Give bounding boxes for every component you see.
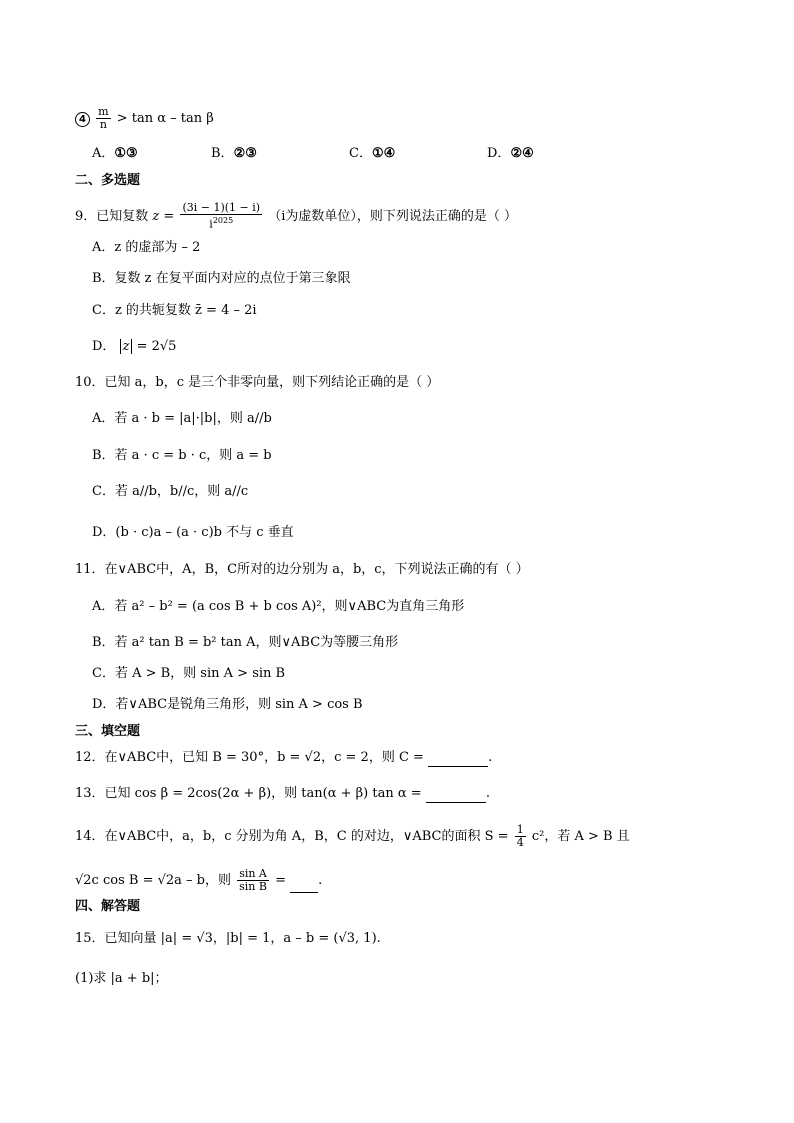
q9-stem xyxy=(75,202,517,231)
q10-option-d[interactable]: D．(b · c)a – (a · c)b 不与 c 垂直 xyxy=(92,525,294,540)
q8-option-c[interactable] xyxy=(349,145,395,163)
q8-option-a[interactable] xyxy=(92,145,138,163)
numerator: (3i − 1)(1 − i) xyxy=(182,201,261,214)
fraction xyxy=(237,868,269,893)
q13-text: 13．已知 cos β = 2cos(2α + β)，则 tan(α + β) tan α = xyxy=(75,786,422,801)
q9-prefix: 9．已知复数 xyxy=(75,208,149,224)
q14-text: √2c cos B = √2a – b，则 xyxy=(75,873,231,888)
q14-text: c²，若 A > B 且 xyxy=(531,829,630,844)
abs-value: z xyxy=(120,339,133,354)
option-rest: = 2√5 xyxy=(136,339,177,354)
fraction xyxy=(515,824,526,849)
section-heading: 二、多选题 xyxy=(75,173,141,188)
q11-option-a[interactable]: A．若 a² – b² = (a cos B + b cos A)²，则∨ABC为直角三角形 xyxy=(92,599,465,614)
q12: 12．在∨ABC中，已知 B = 30°，b = √2，c = 2，则 C = . xyxy=(75,750,493,765)
q11-option-b[interactable]: B．若 a² tan B = b² tan A，则∨ABC为等腰三角形 xyxy=(92,635,399,650)
q14-line2: √2c cos B = √2a – b，则 $\frac{\text{sin A}}{\text{sin B}}$ = . xyxy=(75,867,323,893)
answer-blank[interactable] xyxy=(290,878,318,893)
q9-variable: z = xyxy=(152,208,175,224)
q10-option-c[interactable]: C．若 a//b，b//c，则 a//c xyxy=(92,484,249,499)
option-value: ①③ xyxy=(114,146,138,161)
q9-option-b[interactable]: B．复数 z 在复平面内对应的点位于第三象限 xyxy=(92,271,351,286)
q14-text: 14．在∨ABC中，a，b，c 分别为角 A，B，C 的对边，∨ABC的面积 S = xyxy=(75,829,509,844)
q14-text: = xyxy=(275,873,286,888)
q11-stem: 11．在∨ABC中，A，B，C所对的边分别为 a，b，c，下列说法正确的有（ ） xyxy=(75,562,529,577)
option-label: D． xyxy=(487,146,511,161)
fraction xyxy=(96,106,110,131)
q10-stem: 10．已知 a，b，c 是三个非零向量，则下列结论正确的是（ ） xyxy=(75,375,440,390)
section-heading: 四、解答题 xyxy=(75,899,141,914)
base: i xyxy=(209,217,213,231)
q12-text: 12．在∨ABC中，已知 B = 30°，b = √2，c = 2，则 C = xyxy=(75,750,424,765)
q9-option-a[interactable]: A．z 的虚部为 – 2 xyxy=(92,240,201,255)
option-label: C． xyxy=(349,146,372,161)
q13: 13．已知 cos β = 2cos(2α + β)，则 tan(α + β) tan α = . xyxy=(75,786,490,801)
q8-option-d[interactable] xyxy=(487,145,534,163)
q15-part1: (1)求 |a + b|； xyxy=(75,971,168,986)
denominator: sin B xyxy=(239,880,267,893)
circled-4-icon: 4 xyxy=(75,112,90,127)
option-value: ②③ xyxy=(233,146,257,161)
numerator: 1 xyxy=(516,823,524,836)
q9-option-c[interactable]: C．z 的共轭复数 z̄ = 4 – 2i xyxy=(92,303,257,318)
q8-option-b[interactable] xyxy=(211,145,257,163)
q14-line1 xyxy=(75,824,630,849)
exponent: 2025 xyxy=(212,216,234,225)
inequality-text: > tan α – tan β xyxy=(116,111,214,126)
option-label: D． xyxy=(92,339,116,354)
q9-option-d[interactable] xyxy=(92,338,176,356)
fraction xyxy=(180,202,262,231)
numerator: m xyxy=(98,105,109,118)
denominator: n xyxy=(99,118,107,131)
section-heading: 三、填空题 xyxy=(75,724,141,739)
q8-item4 xyxy=(75,106,214,131)
numerator: sin A xyxy=(239,867,267,880)
answer-blank[interactable] xyxy=(428,752,488,767)
q10-option-a[interactable]: A．若 a · b = |a|·|b|，则 a//b xyxy=(92,411,272,426)
option-label: B． xyxy=(211,146,234,161)
denominator xyxy=(207,215,235,231)
option-value: ①④ xyxy=(371,146,396,161)
q10-option-b[interactable]: B．若 a · c = b · c，则 a = b xyxy=(92,448,272,463)
q11-option-d[interactable]: D．若∨ABC是锐角三角形，则 sin A > cos B xyxy=(92,697,363,712)
answer-blank[interactable] xyxy=(426,788,486,803)
q15-stem: 15．已知向量 |a| = √3，|b| = 1，a – b = (√3, 1). xyxy=(75,931,381,946)
option-value: ②④ xyxy=(510,146,534,161)
option-label: A． xyxy=(92,146,115,161)
q11-option-c[interactable]: C．若 A > B，则 sin A > sin B xyxy=(92,666,286,681)
denominator: 4 xyxy=(516,836,524,849)
q9-suffix: （i为虚数单位），则下列说法正确的是（ ） xyxy=(268,208,517,224)
